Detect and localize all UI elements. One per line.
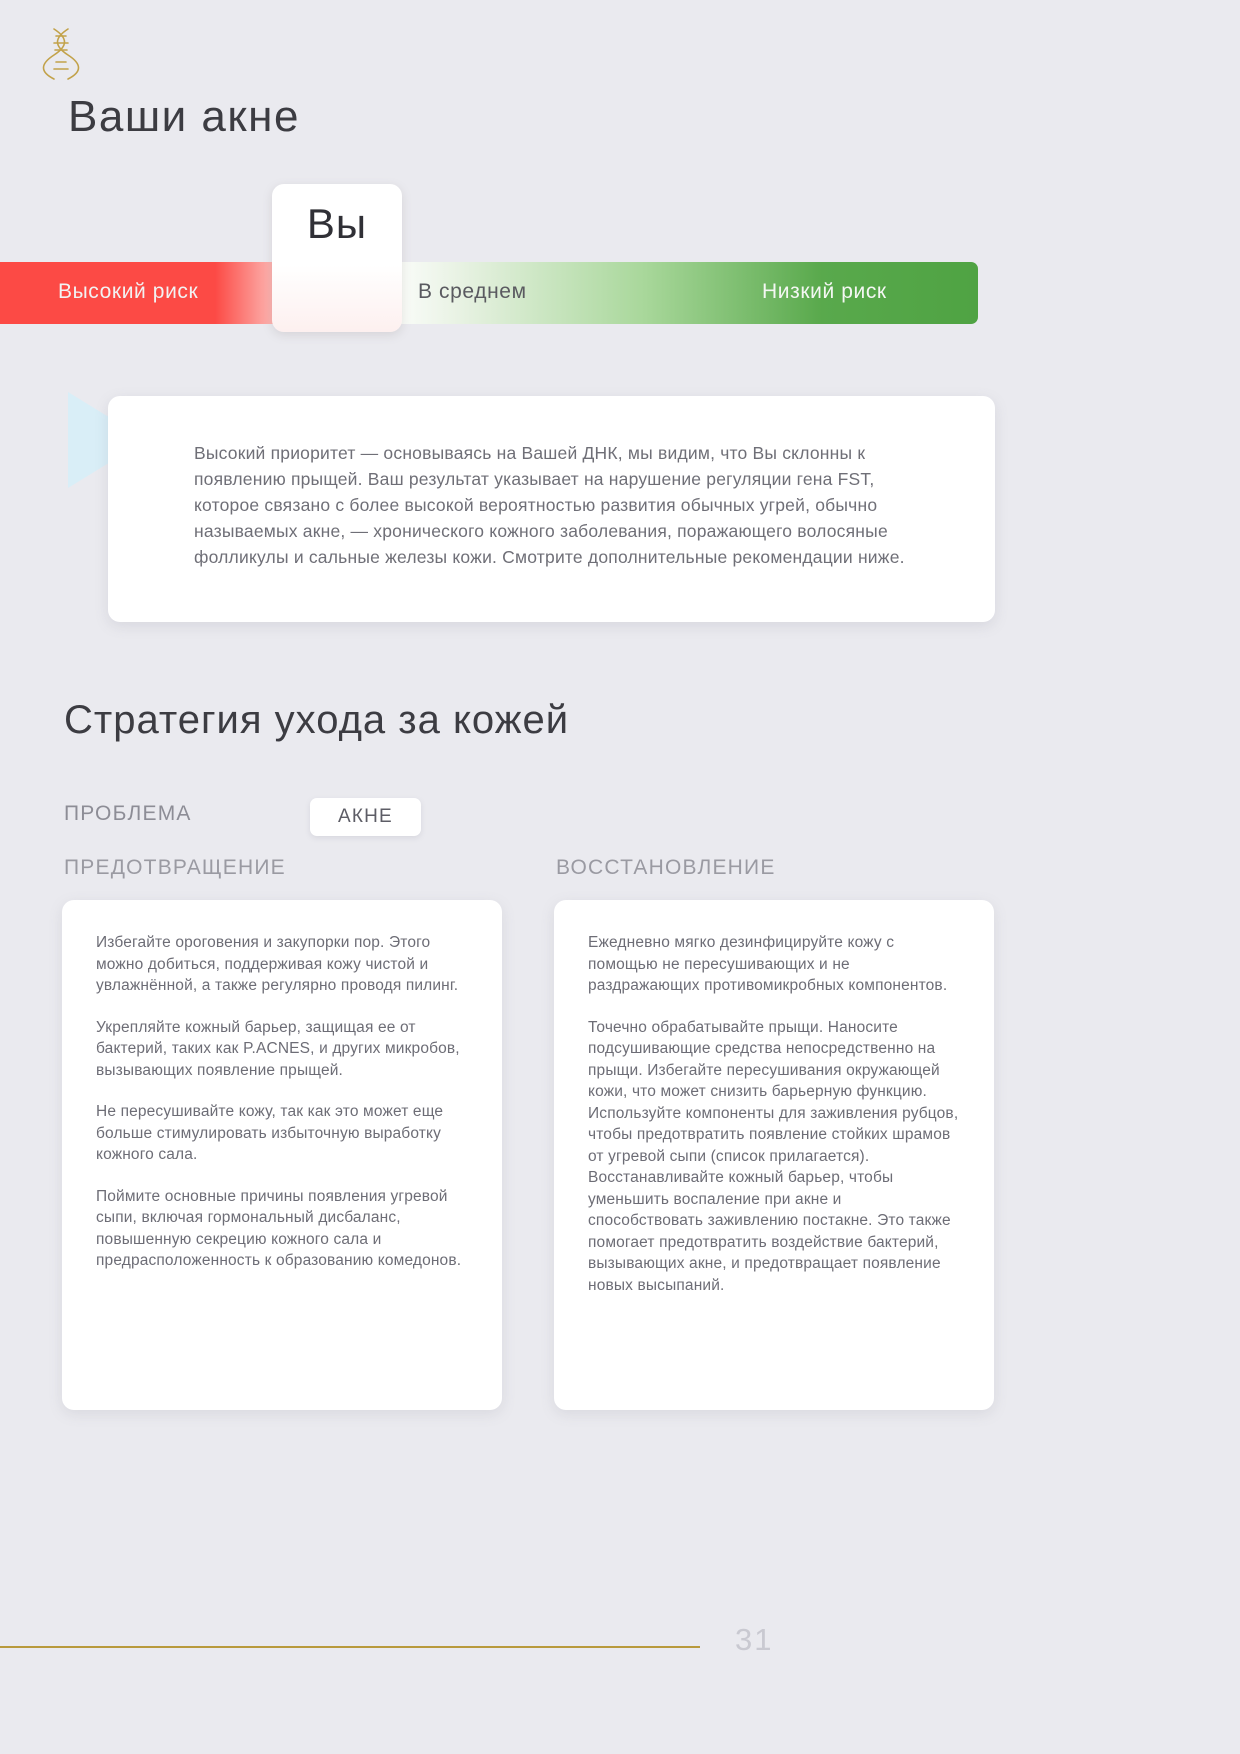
section-title: Стратегия ухода за кожей bbox=[64, 698, 570, 742]
your-position-label: Вы bbox=[306, 200, 368, 247]
recovery-paragraph: Точечно обрабатывайте прыщи. Наносите подсушивающие средства непосредственно на прыщи. Избегайте пересушивания окружающей кожи, что может снизить барьерную функцию. Используйте компоненты для заживления рубцов, чтобы предотвратить появление стойких шрамов от угревой сыпи (список прилагается). Восстанавливайте кожный барьер, чтобы уменьшить воспаление при акне и способствовать заживлению постакне. Это также помогает предотвратить воздействие бактерий, вызывающих акне, и предотвращает появление новых высыпаний. bbox=[588, 1018, 959, 1294]
result-callout-card bbox=[108, 396, 995, 622]
prevention-paragraph: Не пересушивайте кожу, так как это может еще больше стимулировать избыточную выработку кожного сала. bbox=[96, 1103, 444, 1163]
risk-label-high: Высокий риск bbox=[58, 280, 199, 303]
page-number: 31 bbox=[735, 1622, 774, 1657]
prevention-paragraph: Избегайте ороговения и закупорки пор. Этого можно добиться, поддерживая кожу чистой и увлажнённой, а также регулярно проводя пилинг. bbox=[96, 934, 459, 994]
result-callout-text: Высокий приоритет — основываясь на Вашей ДНК, мы видим, что Вы склонны к появлению прыщей. Ваш результат указывает на нарушение регуляции гена FST, которое связано с более высокой вероятностью развития обычных угрей, обычно называемых акне, — хронического кожного заболевания, поражающего волосяные фолликулы и сальные железы кожи. Смотрите дополнительные рекомендации ниже. bbox=[194, 443, 905, 567]
dna-helix-icon bbox=[42, 26, 80, 82]
recovery-paragraph: Ежедневно мягко дезинфицируйте кожу с помощью не пересушивающих и не раздражающих противомикробных компонентов. bbox=[588, 934, 948, 994]
column-heading-recovery: ВОССТАНОВЛЕНИЕ bbox=[556, 856, 776, 879]
prevention-paragraph: Поймите основные причины появления угревой сыпи, включая гормональный дисбаланс, повышенную секрецию кожного сала и предрасположенность к образованию комедонов. bbox=[96, 1187, 462, 1269]
problem-value-chip: АКНЕ bbox=[310, 798, 421, 836]
column-heading-prevention: ПРЕДОТВРАЩЕНИЕ bbox=[64, 856, 286, 879]
page-title: Ваши акне bbox=[68, 92, 300, 141]
recovery-card bbox=[554, 900, 994, 1410]
risk-label-middle: В среднем bbox=[418, 280, 527, 303]
prevention-card bbox=[62, 900, 502, 1410]
risk-label-low: Низкий риск bbox=[762, 280, 887, 303]
prevention-paragraph: Укрепляйте кожный барьер, защищая ее от бактерий, таких как P.ACNES, и других микробов, вызывающих появление прыщей. bbox=[96, 1018, 460, 1079]
problem-label: ПРОБЛЕМА bbox=[64, 802, 192, 825]
footer-divider bbox=[0, 1646, 700, 1648]
risk-scale bbox=[0, 200, 978, 324]
your-position-marker bbox=[272, 184, 402, 332]
